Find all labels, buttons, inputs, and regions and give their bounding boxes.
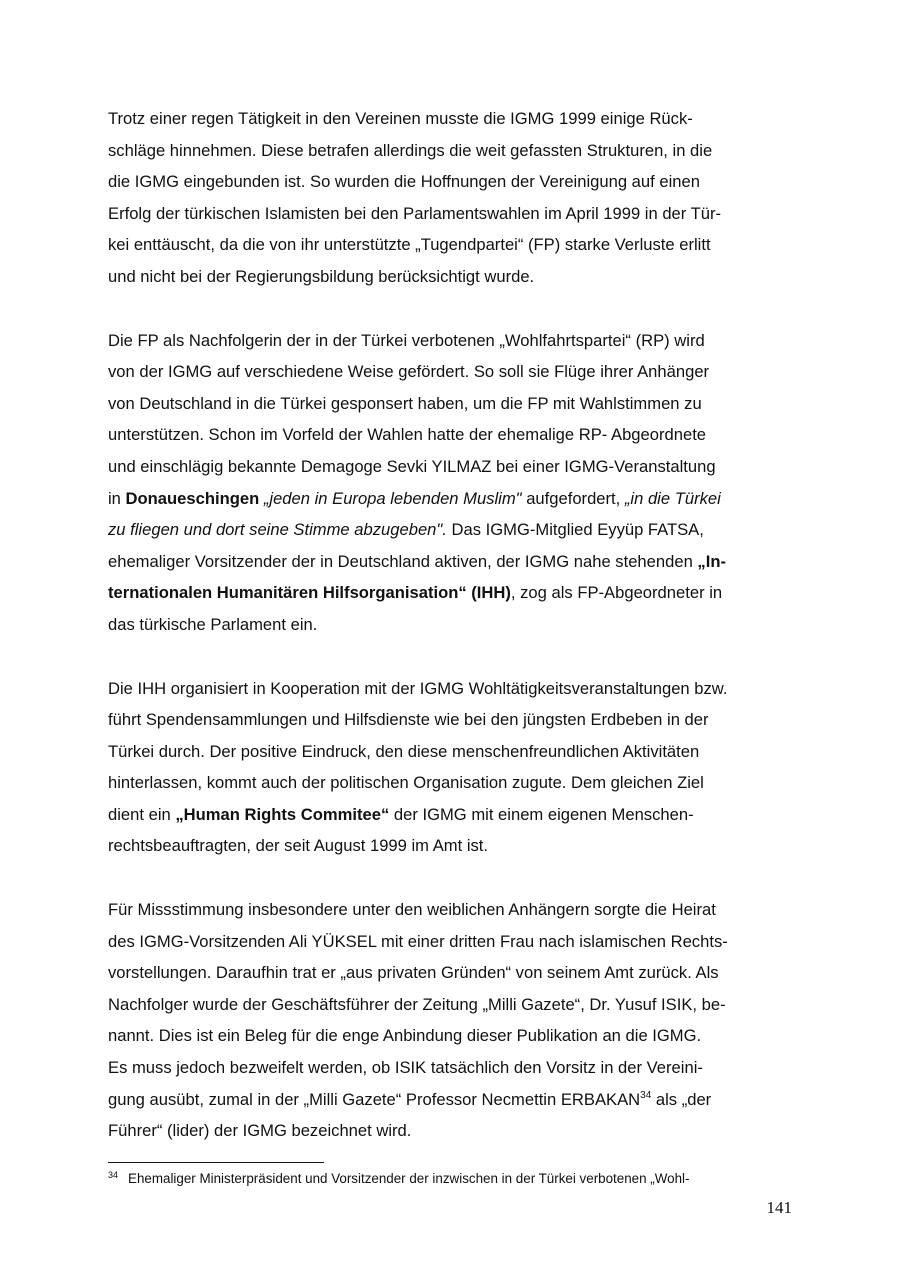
- text-line: [108, 1115, 798, 1147]
- text-run: ehemaliger Vorsitzender der in Deutschland aktiven, der IGMG nahe stehenden: [108, 551, 698, 571]
- text-run: Das IGMG-Mitglied Eyyüp FATSA,: [446, 520, 704, 540]
- paragraph-vorsitz: [108, 894, 798, 1147]
- text-line: [108, 546, 798, 578]
- text-run: von der IGMG auf verschiedene Weise gefördert. So soll sie Flüge ihrer Anhänger: [108, 362, 710, 382]
- text-run: aufgefordert,: [521, 488, 625, 508]
- text-line: [108, 989, 798, 1021]
- italic-text: „in die Türkei: [624, 488, 721, 508]
- body-text: [108, 103, 798, 1147]
- text-line: [108, 1020, 798, 1052]
- text-line: [108, 1084, 798, 1116]
- text-run: als „der: [651, 1089, 712, 1109]
- text-line: [108, 673, 798, 705]
- text-line: [108, 767, 798, 799]
- text-line: [108, 261, 798, 293]
- text-run: von Deutschland in die Türkei gesponsert haben, um die FP mit Wahlstimmen zu: [108, 393, 702, 413]
- bold-text: „In-: [697, 551, 726, 571]
- text-line: [108, 830, 798, 862]
- footnote: [108, 1170, 808, 1188]
- text-run: Türkei durch. Der positive Eindruck, den diese menschenfreundlichen Aktivitäten: [108, 741, 700, 761]
- footnote-separator: [108, 1162, 324, 1163]
- text-run: das türkische Parlament ein.: [108, 614, 318, 634]
- text-run: hinterlassen, kommt auch der politischen Organisation zugute. Dem gleichen Ziel: [108, 773, 704, 793]
- text-run: vorstellungen. Daraufhin trat er „aus privaten Gründen“ von seinem Amt zurück. Als: [108, 963, 719, 983]
- text-line: [108, 894, 798, 926]
- text-line: [108, 451, 798, 483]
- text-line: [108, 135, 798, 167]
- text-run: dient ein: [108, 804, 176, 824]
- italic-text: „jeden in Europa lebenden Muslim": [263, 488, 522, 508]
- page-number: 141: [766, 1198, 792, 1217]
- text-run: Die IHH organisiert in Kooperation mit der IGMG Wohltätigkeitsveranstaltungen bzw.: [108, 678, 728, 698]
- text-line: [108, 514, 798, 546]
- text-line: [108, 609, 798, 641]
- text-run: die IGMG eingebunden ist. So wurden die Hoffnungen der Vereinigung auf einen: [108, 172, 700, 192]
- text-run: , zog als FP-Abgeordneter in: [510, 583, 723, 603]
- text-line: [108, 957, 798, 989]
- text-line: [108, 926, 798, 958]
- text-line: [108, 198, 798, 230]
- text-run: Nachfolger wurde der Geschäftsführer der Zeitung „Milli Gazete“, Dr. Yusuf ISIK, be-: [108, 994, 726, 1014]
- text-run: nannt. Dies ist ein Beleg für die enge Anbindung dieser Publikation an die IGMG.: [108, 1026, 702, 1046]
- footnote-reference: 34: [640, 1089, 652, 1101]
- text-run: Erfolg der türkischen Islamisten bei den Parlamentswahlen im April 1999 in der Tür-: [108, 203, 722, 223]
- text-run: Führer“ (lider) der IGMG bezeichnet wird.: [108, 1121, 412, 1141]
- footnote-text: Ehemaliger Ministerpräsident und Vorsitzender der inzwischen in der Türkei verbotenen „Wohl-: [128, 1171, 690, 1186]
- text-run: rechtsbeauftragten, der seit August 1999 im Amt ist.: [108, 836, 489, 856]
- text-line: [108, 356, 798, 388]
- text-run: Es muss jedoch bezweifelt werden, ob ISIK tatsächlich den Vorsitz in der Vereini-: [108, 1058, 703, 1078]
- text-line: [108, 103, 798, 135]
- bold-text: ternationalen Humanitären Hilfsorganisation“ (IHH): [108, 583, 511, 603]
- text-line: [108, 704, 798, 736]
- text-line: [108, 799, 798, 831]
- text-run: führt Spendensammlungen und Hilfsdienste wie bei den jüngsten Erdbeben in der: [108, 710, 709, 730]
- text-line: [108, 229, 798, 261]
- text-line: [108, 325, 798, 357]
- text-line: [108, 483, 798, 515]
- text-run: gung ausübt, zumal in der „Milli Gazete“ Professor Necmettin ERBAKAN: [108, 1089, 641, 1109]
- text-line: [108, 1052, 798, 1084]
- text-run: der IGMG mit einem eigenen Menschen-: [389, 804, 694, 824]
- text-line: [108, 736, 798, 768]
- paragraph-ihh: [108, 673, 798, 863]
- text-line: [108, 166, 798, 198]
- text-run: und nicht bei der Regierungsbildung berücksichtigt wurde.: [108, 266, 535, 286]
- text-run: unterstützen. Schon im Vorfeld der Wahlen hatte der ehemalige RP- Abgeordnete: [108, 425, 707, 445]
- text-run: Die FP als Nachfolgerin der in der Türkei verbotenen „Wohlfahrtspartei“ (RP) wird: [108, 330, 705, 350]
- text-run: kei enttäuscht, da die von ihr unterstützte „Tugendpartei“ (FP) starke Verluste erlitt: [108, 235, 711, 255]
- text-run: in: [108, 488, 126, 508]
- bold-text: „Human Rights Commitee“: [175, 804, 390, 824]
- text-line: [108, 419, 798, 451]
- text-run: Trotz einer regen Tätigkeit in den Vereinen musste die IGMG 1999 einige Rück-: [108, 109, 693, 128]
- text-run: Für Missstimmung insbesondere unter den weiblichen Anhängern sorgte die Heirat: [108, 900, 716, 920]
- text-run: des IGMG-Vorsitzenden Ali YÜKSEL mit einer dritten Frau nach islamischen Rechts-: [108, 931, 728, 951]
- text-line: [108, 388, 798, 420]
- text-run: und einschlägig bekannte Demagoge Sevki YILMAZ bei einer IGMG-Veranstaltung: [108, 456, 716, 476]
- bold-text: Donaueschingen: [125, 488, 260, 508]
- italic-text: zu fliegen und dort seine Stimme abzugeben".: [108, 520, 447, 540]
- footnote-marker: 34: [108, 1170, 119, 1180]
- text-line: [108, 577, 798, 609]
- text-run: schläge hinnehmen. Diese betrafen allerdings die weit gefassten Strukturen, in die: [108, 140, 713, 160]
- paragraph-ruckschlaege: [108, 103, 798, 293]
- paragraph-fp-foerderung: [108, 325, 798, 641]
